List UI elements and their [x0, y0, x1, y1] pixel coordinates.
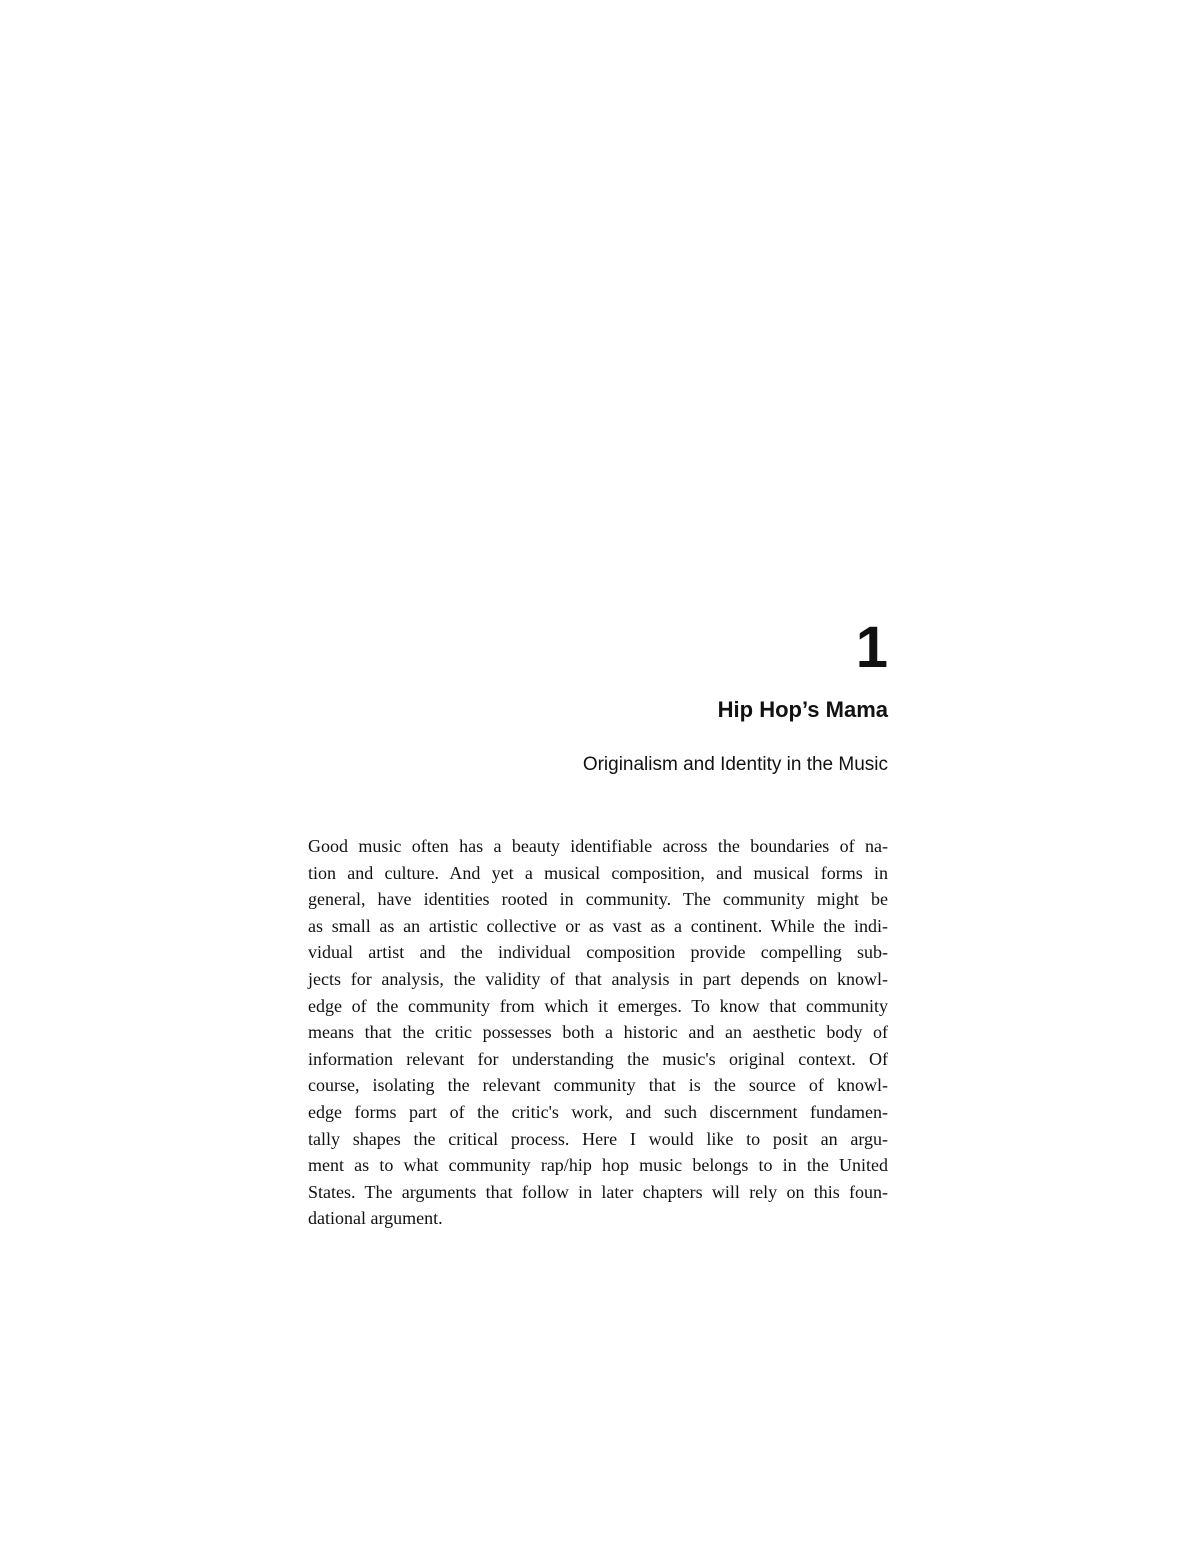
body-line: States. The arguments that follow in later chapters will rely on this foun-: [308, 1181, 888, 1202]
body-line: as small as an artistic collective or as vast as a continent. While the indi-: [308, 915, 888, 936]
body-paragraph: [308, 833, 888, 1232]
body-line: course, isolating the relevant community that is the source of knowl-: [308, 1075, 888, 1096]
body-line: ment as to what community rap/hip hop music belongs to in the United: [308, 1155, 888, 1176]
chapter-subtitle: Originalism and Identity in the Music: [582, 754, 888, 775]
chapter-number: 1: [855, 615, 888, 680]
body-line: information relevant for understanding the music's original context. Of: [308, 1048, 888, 1069]
body-line: Good music often has a beauty identifiable across the boundaries of na-: [308, 836, 888, 856]
body-line: edge of the community from which it emerges. To know that community: [308, 995, 888, 1016]
body-line: jects for analysis, the validity of that analysis in part depends on knowl-: [308, 968, 888, 989]
body-line: vidual artist and the individual composition provide compelling sub-: [308, 942, 888, 963]
chapter-title: Hip Hop’s Mama: [717, 697, 888, 722]
body-line: means that the critic possesses both a historic and an aesthetic body of: [308, 1022, 888, 1043]
body-line: tally shapes the critical process. Here I would like to posit an argu-: [308, 1128, 888, 1149]
body-line: general, have identities rooted in community. The community might be: [308, 889, 888, 910]
body-line: tion and culture. And yet a musical composition, and musical forms in: [308, 862, 888, 883]
body-line: edge forms part of the critic's work, and such discernment fundamen-: [308, 1101, 888, 1122]
body-line: dational argument.: [308, 1208, 443, 1229]
